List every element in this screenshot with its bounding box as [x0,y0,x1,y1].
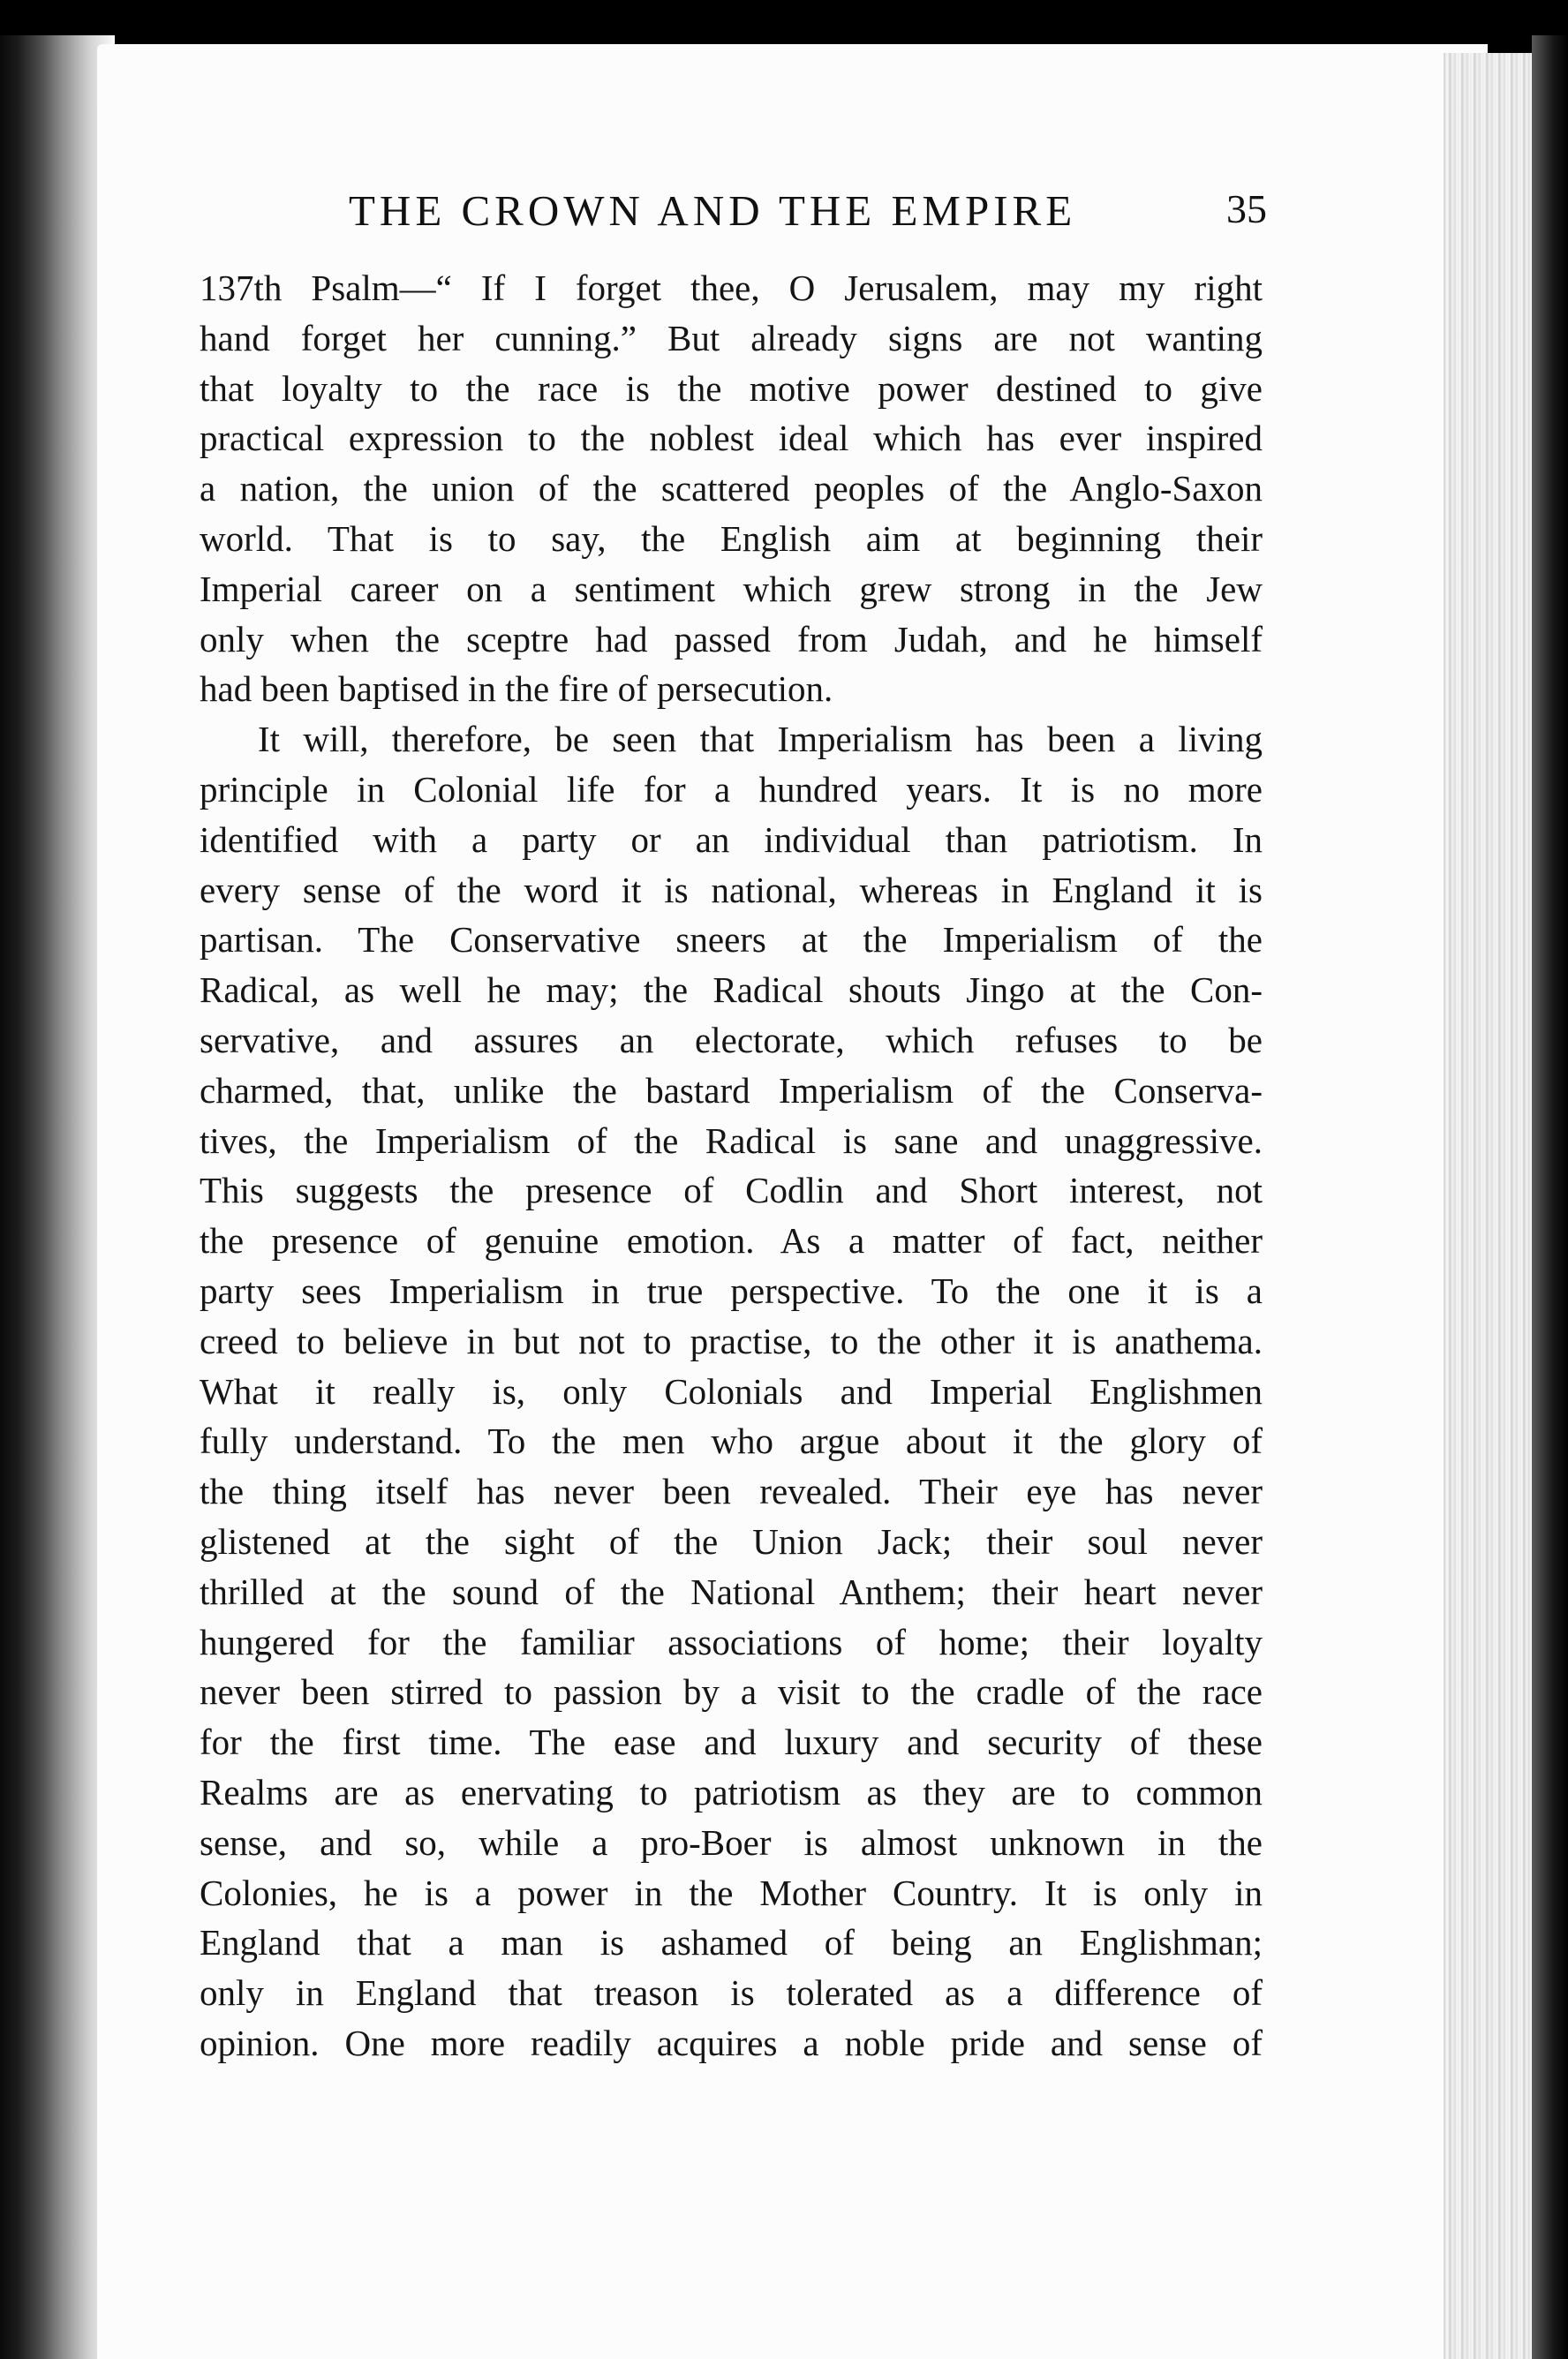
text-line: identified with a party or an individual than patriotism. In [200,818,1263,860]
text-line: hand forget her cunning.” But already signs are not wanting [200,317,1263,358]
text-line: for the first time. The ease and luxury and security of these [200,1722,1263,1763]
text-line: hungered for the familiar associations of home; their loyalty [200,1621,1263,1662]
text-line: Colonies, he is a power in the Mother Country. It is only in [200,1872,1263,1913]
text-line: tives, the Imperialism of the Radical is sane and unaggressive. [200,1119,1263,1161]
text-line: Radical, as well he may; the Radical shouts Jingo at the Con- [200,969,1263,1011]
text-line: the thing itself has never been revealed. Their eye has never [200,1471,1263,1512]
text-line: sense, and so, while a pro-Boer is almost unknown in the [200,1821,1263,1863]
text-line: 137th Psalm—“ If I forget thee, O Jerusalem, may my right [200,268,1263,308]
text-line: opinion. One more readily acquires a noble pride and sense of [200,2022,1263,2063]
scan-border-right [1532,35,1568,2359]
text-line: This suggests the presence of Codlin and Short interest, not [200,1170,1263,1211]
text-line: the presence of genuine emotion. As a matter of fact, neither [200,1220,1263,1262]
page-number: 35 [1226,186,1267,231]
text-line: party sees Imperialism in true perspective. To the one it is a [200,1270,1263,1311]
text-line: Imperial career on a sentiment which grew strong in the Jew [200,568,1263,609]
text-line: world. That is to say, the English aim at beginning their [200,517,1263,559]
running-head-title: THE CROWN AND THE EMPIRE [349,186,1077,235]
page-fore-edge [1444,53,1534,2359]
text-line: practical expression to the noblest ideal which has ever inspired [200,418,1263,459]
text-line: that loyalty to the race is the motive power destined to give [200,367,1263,409]
text-line: partisan. The Conservative sneers at the Imperialism of the [200,919,1263,961]
text-line: fully understand. To the men who argue about it the glory of [200,1421,1263,1462]
text-line: only when the sceptre had passed from Judah, and he himself [200,618,1263,659]
text-line: Realms are as enervating to patriotism as they are to common [200,1771,1263,1813]
text-line: England that a man is ashamed of being an Englishman; [200,1922,1263,1963]
text-line: principle in Colonial life for a hundred years. It is no more [200,768,1263,810]
paragraph-2 [200,714,1263,2069]
text-line: every sense of the word it is national, whereas in England it is [200,869,1263,910]
text-line: creed to believe in but not to practise, to the other it is anathema. [200,1320,1263,1361]
text-line: What it really is, only Colonials and Imperial Englishmen [200,1370,1263,1412]
text-line: only in England that treason is tolerated as a difference of [200,1972,1263,2014]
running-head [199,185,1267,238]
text-line: glistened at the sight of the Union Jack; their soul never [200,1520,1263,1562]
text-line: thrilled at the sound of the National Anthem; their heart never [200,1571,1263,1612]
text-line: never been stirred to passion by a visit to the cradle of the race [200,1671,1263,1713]
text-line: It will, therefore, be seen that Imperialism has been a living [258,719,1263,760]
text-line: servative, and assures an electorate, which refuses to be [200,1019,1263,1060]
text-line: charmed, that, unlike the bastard Imperialism of the Conserva- [200,1069,1263,1111]
body-text [200,263,1263,2069]
paragraph-1 [200,263,1263,714]
text-line: had been baptised in the fire of persecution. [200,668,833,710]
text-line: a nation, the union of the scattered peoples of the Anglo-Saxon [200,468,1263,509]
